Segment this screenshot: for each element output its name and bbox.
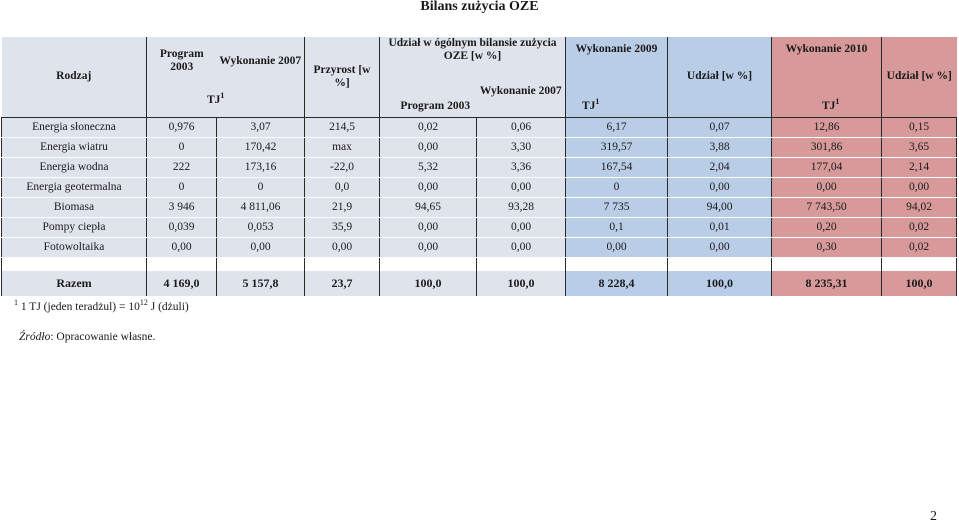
cell-wykonanie-2007: 4 811,06 (217, 197, 305, 217)
table-row (2, 177, 957, 197)
cell-wykonanie-2010: 7 743,50 (772, 197, 882, 217)
cell-rodzaj: Fotowoltaika (2, 237, 147, 257)
header-sub-wykonanie-2007: Wykonanie 2007 (477, 85, 566, 117)
cell-udzial-2010: 0,02 (882, 237, 957, 257)
cell-rodzaj: Energia słoneczna (2, 117, 147, 137)
total-rodzaj: Razem (2, 270, 147, 296)
header-wykonanie-2009: Wykonanie 2009 (566, 37, 668, 85)
cell-udzial-program-2003: 0,00 (380, 237, 477, 257)
total-program-2003: 4 169,0 (147, 270, 217, 296)
cell-wykonanie-2009: 0 (566, 177, 668, 197)
cell-wykonanie-2009: 6,17 (566, 117, 668, 137)
header-tj-unit-2010: $TJ^1$ (772, 85, 882, 117)
cell-udzial-wykonanie-2007: 0,00 (477, 237, 566, 257)
page-title: Bilans zużycia OZE (420, 0, 539, 14)
cell-wykonanie-2007: 0,00 (217, 237, 305, 257)
header-sub-program-2003: Program 2003 (380, 85, 477, 117)
cell-udzial-2010: 3,65 (882, 137, 957, 157)
cell-udzial-2010: 2,14 (882, 157, 957, 177)
cell-udzial-2009: 0,00 (668, 177, 772, 197)
cell-udzial-program-2003: 5,32 (380, 157, 477, 177)
cell-udzial-wykonanie-2007: 3,30 (477, 137, 566, 157)
oze-balance-table (1, 37, 957, 297)
cell-rodzaj: Biomasa (2, 197, 147, 217)
total-udzial-2010: 100,0 (882, 270, 957, 296)
cell-udzial-2010: 0,00 (882, 177, 957, 197)
table-row (2, 157, 957, 177)
cell-przyrost: 21,9 (305, 197, 380, 217)
table-header (2, 37, 957, 117)
cell-wykonanie-2009: 0,00 (566, 237, 668, 257)
cell-udzial-program-2003: 94,65 (380, 197, 477, 217)
cell-udzial-2009: 0,01 (668, 217, 772, 237)
cell-wykonanie-2010: 301,86 (772, 137, 882, 157)
cell-udzial-2010: 94,02 (882, 197, 957, 217)
cell-udzial-2009: 3,88 (668, 137, 772, 157)
total-udzial-wykonanie-2007: 100,0 (477, 270, 566, 296)
cell-udzial-2009: 0,00 (668, 237, 772, 257)
cell-program-2003: 222 (147, 157, 217, 177)
cell-wykonanie-2010: 0,30 (772, 237, 882, 257)
total-wykonanie-2010: 8 235,31 (772, 270, 882, 296)
cell-rodzaj: Pompy ciepła (2, 217, 147, 237)
total-przyrost: 23,7 (305, 270, 380, 296)
cell-wykonanie-2009: 167,54 (566, 157, 668, 177)
cell-wykonanie-2010: 12,86 (772, 117, 882, 137)
cell-program-2003: 0,976 (147, 117, 217, 137)
cell-przyrost: -22,0 (305, 157, 380, 177)
cell-wykonanie-2009: 0,1 (566, 217, 668, 237)
cell-wykonanie-2010: 177,04 (772, 157, 882, 177)
cell-wykonanie-2007: 173,16 (217, 157, 305, 177)
cell-program-2003: 0,039 (147, 217, 217, 237)
cell-udzial-wykonanie-2007: 0,06 (477, 117, 566, 137)
header-udzial-2009: Udział [w %] (668, 37, 772, 117)
source-note: Źródło: Opracowanie własne. (19, 331, 156, 343)
cell-wykonanie-2007: 0,053 (217, 217, 305, 237)
table-footer (2, 257, 957, 296)
table-body (2, 117, 957, 257)
header-udzial-2010: Udział [w %] (882, 37, 957, 117)
cell-udzial-2009: 94,00 (668, 197, 772, 217)
cell-rodzaj: Energia geotermalna (2, 177, 147, 197)
header-przyrost: Przyrost [w %] (305, 37, 380, 117)
cell-wykonanie-2010: 0,00 (772, 177, 882, 197)
cell-przyrost: 214,5 (305, 117, 380, 137)
cell-wykonanie-2009: 319,57 (566, 137, 668, 157)
total-wykonanie-2009: 8 228,4 (566, 270, 668, 296)
cell-przyrost: 0,0 (305, 177, 380, 197)
cell-program-2003: 0 (147, 137, 217, 157)
header-wykonanie-2007: Wykonanie 2007 (217, 37, 305, 85)
cell-program-2003: 0,00 (147, 237, 217, 257)
cell-udzial-2009: 0,07 (668, 117, 772, 137)
cell-program-2003: 0 (147, 177, 217, 197)
header-tj-unit-2007: $TJ^1$ (147, 85, 305, 117)
table-row (2, 197, 957, 217)
table-row (2, 217, 957, 237)
cell-udzial-2010: 0,15 (882, 117, 957, 137)
cell-przyrost: 35,9 (305, 217, 380, 237)
cell-przyrost: max (305, 137, 380, 157)
header-udzial-ogolny: Udział w ógólnym bilansie zużycia OZE [w %] (380, 37, 566, 85)
cell-udzial-program-2003: 0,02 (380, 117, 477, 137)
cell-udzial-2010: 0,02 (882, 217, 957, 237)
cell-udzial-program-2003: 0,00 (380, 137, 477, 157)
cell-przyrost: 0,00 (305, 237, 380, 257)
cell-udzial-wykonanie-2007: 3,36 (477, 157, 566, 177)
cell-rodzaj: Energia wiatru (2, 137, 147, 157)
unit-footnote: $^1$ 1 TJ (jeden teradżul) = $10^{12}$ J (dżuli) (14, 298, 189, 313)
cell-wykonanie-2010: 0,20 (772, 217, 882, 237)
table-row (2, 137, 957, 157)
cell-udzial-wykonanie-2007: 93,28 (477, 197, 566, 217)
cell-wykonanie-2009: 7 735 (566, 197, 668, 217)
total-row (2, 270, 957, 296)
header-rodzaj: Rodzaj (2, 37, 147, 117)
cell-udzial-wykonanie-2007: 0,00 (477, 177, 566, 197)
total-udzial-program-2003: 100,0 (380, 270, 477, 296)
table-row (2, 237, 957, 257)
cell-program-2003: 3 946 (147, 197, 217, 217)
cell-rodzaj: Energia wodna (2, 157, 147, 177)
header-wykonanie-2010: Wykonanie 2010 (772, 37, 882, 85)
total-wykonanie-2007: 5 157,8 (217, 270, 305, 296)
cell-wykonanie-2007: 170,42 (217, 137, 305, 157)
cell-udzial-program-2003: 0,00 (380, 217, 477, 237)
cell-wykonanie-2007: 3,07 (217, 117, 305, 137)
page-number: 2 (930, 509, 937, 524)
cell-udzial-program-2003: 0,00 (380, 177, 477, 197)
cell-udzial-wykonanie-2007: 0,00 (477, 217, 566, 237)
cell-wykonanie-2007: 0 (217, 177, 305, 197)
total-udzial-2009: 100,0 (668, 270, 772, 296)
header-program-2003: Program 2003 (147, 37, 217, 85)
cell-udzial-2009: 2,04 (668, 157, 772, 177)
table-row (2, 117, 957, 137)
header-tj-unit-2009: $TJ^1$ (566, 85, 668, 117)
